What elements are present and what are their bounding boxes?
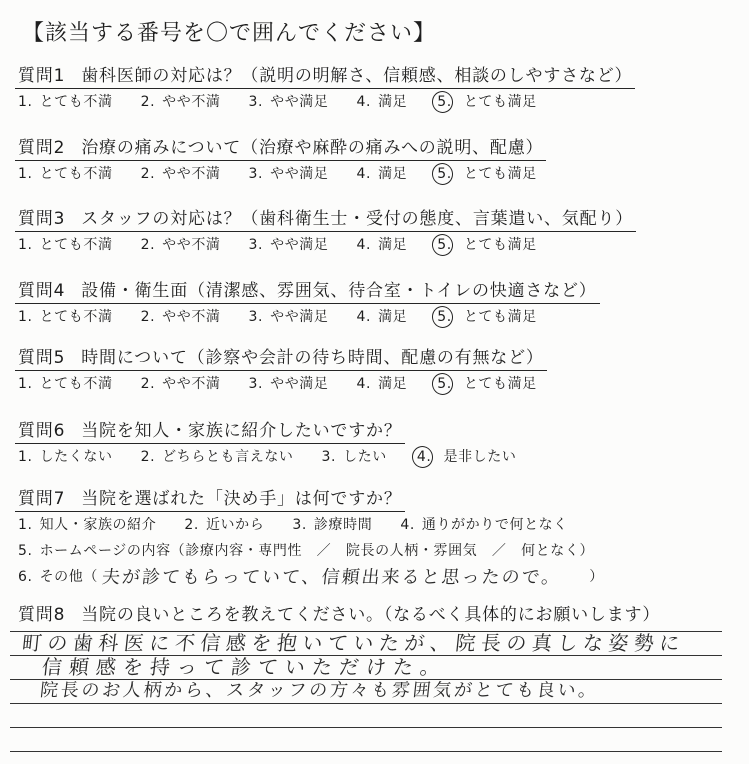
answer-option — [292, 516, 372, 535]
option-number: 4. — [400, 517, 415, 533]
question-label: 質問7 — [18, 489, 66, 509]
option-label: 通りがかりで何となく — [421, 517, 568, 533]
option-label: やや満足 — [270, 166, 329, 182]
question-3 — [15, 209, 636, 255]
answer-line-empty — [10, 728, 722, 752]
option-number: 1. — [18, 517, 33, 533]
handwritten-answer-line: 町の歯科医に不信感を抱いていたが、院長の真しな姿勢に — [20, 631, 687, 655]
answer-options — [15, 236, 636, 255]
option-number: 1. — [18, 94, 33, 110]
answer-options — [15, 93, 635, 112]
option-number: 1. — [18, 376, 33, 392]
answer-option — [18, 542, 594, 561]
handwritten-answer-line: 院長のお人柄から、スタッフの方々も雰囲気がとても良い。 — [38, 680, 601, 701]
answer-option — [18, 375, 113, 394]
answer-option — [357, 236, 408, 255]
option-label: 是非したい — [443, 449, 517, 465]
question-header — [15, 209, 636, 232]
question-label: 質問4 — [18, 281, 66, 301]
option-label: 診療時間 — [313, 517, 373, 533]
handwritten-answer-line: 信頼感を持って診ていただけた。 — [40, 655, 449, 679]
option-number: 4. — [416, 449, 432, 465]
answer-option — [435, 93, 537, 112]
question-header — [15, 348, 547, 371]
option-number: 3. — [248, 94, 264, 110]
option-number: 2. — [184, 517, 199, 533]
answer-option — [184, 516, 264, 535]
option-number: 3. — [248, 376, 264, 392]
option-number: 5. — [437, 309, 452, 325]
answer-option-other — [18, 568, 604, 587]
option-label: 知人・家族の紹介 — [39, 517, 157, 533]
answer-option — [141, 93, 221, 112]
question-1 — [15, 66, 635, 112]
question-label: 質問6 — [18, 421, 66, 441]
question-label: 質問5 — [18, 348, 66, 368]
option-number: 1. — [18, 449, 33, 465]
option-number: 5. — [437, 376, 452, 392]
answer-option — [357, 165, 408, 184]
question-label: 質問3 — [18, 209, 66, 229]
option-label: とても満足 — [463, 376, 537, 392]
option-close-paren: ） — [589, 569, 604, 585]
answer-option — [141, 165, 221, 184]
option-label: とても不満 — [39, 376, 113, 392]
question-header — [15, 138, 546, 161]
handwritten-other-answer: 夫が診てもらっていて、信頼出来ると思ったので。 — [100, 567, 563, 588]
answer-option — [249, 93, 329, 112]
answer-option — [435, 236, 537, 255]
option-number: 2. — [140, 376, 156, 392]
option-label: とても不満 — [39, 166, 113, 182]
answer-options — [15, 308, 600, 327]
question-text: 治療の痛みについて（治療や麻酔の痛みへの説明、配慮） — [81, 138, 544, 158]
question-8 — [10, 605, 722, 752]
answer-line — [10, 632, 722, 656]
answer-option — [18, 308, 113, 327]
option-label: やや満足 — [270, 376, 329, 392]
answer-option — [435, 375, 537, 394]
answer-options — [15, 448, 516, 467]
form-title: 【該当する番号を〇で囲んでください】 — [22, 21, 437, 46]
question-text: 歯科医師の対応は？（説明の明解さ、信頼感、相談のしやすさなど） — [81, 66, 633, 86]
question-header — [10, 605, 722, 632]
question-label: 質問2 — [18, 138, 66, 158]
question-header — [15, 66, 635, 89]
question-header — [15, 281, 600, 304]
option-label: やや満足 — [270, 94, 329, 110]
answer-option — [18, 93, 113, 112]
question-2 — [15, 138, 546, 184]
option-number: 1. — [18, 237, 33, 253]
answer-option — [249, 308, 329, 327]
option-number: 2. — [140, 94, 156, 110]
option-label: とても満足 — [463, 237, 537, 253]
answer-line — [10, 656, 722, 680]
answer-option — [415, 448, 517, 467]
question-header — [15, 489, 405, 512]
option-label: 近いから — [205, 517, 265, 533]
question-5 — [15, 348, 547, 394]
question-text: スタッフの対応は？（歯科衛生士・受付の態度、言葉遣い、気配り） — [81, 209, 634, 229]
question-4 — [15, 281, 600, 327]
question-text: 当院を知人・家族に紹介したいですか？ — [81, 421, 402, 441]
option-number: 4. — [356, 376, 372, 392]
option-number: 6. — [18, 569, 33, 585]
option-label: やや満足 — [270, 237, 329, 253]
question-text: 当院を選ばれた「決め手」は何ですか？ — [81, 489, 402, 509]
option-label: 満足 — [378, 237, 408, 253]
option-label: その他（ — [39, 569, 98, 585]
option-number: 2. — [140, 309, 156, 325]
question-7 — [15, 489, 604, 587]
answer-option — [141, 448, 294, 467]
option-label: やや不満 — [162, 376, 221, 392]
option-number: 5. — [18, 543, 33, 559]
option-label: やや不満 — [162, 94, 221, 110]
question-text: 当院の良いところを教えてください。（なるべく具体的にお願いします） — [81, 605, 661, 625]
option-number: 5. — [437, 237, 452, 253]
answer-options-row-1 — [15, 516, 604, 535]
answer-option — [357, 308, 408, 327]
option-number: 5. — [437, 94, 452, 110]
answer-options — [15, 165, 546, 184]
option-label: とても満足 — [463, 94, 537, 110]
option-number: 3. — [248, 166, 264, 182]
option-number: 5. — [437, 166, 452, 182]
option-label: やや満足 — [270, 309, 329, 325]
option-number: 2. — [140, 166, 156, 182]
option-label: とても満足 — [463, 309, 537, 325]
option-number: 3. — [248, 309, 264, 325]
option-number: 3. — [321, 449, 337, 465]
answer-option — [141, 236, 221, 255]
answer-option — [435, 308, 537, 327]
option-label: 満足 — [378, 166, 408, 182]
option-label: したい — [343, 449, 387, 465]
option-number: 4. — [356, 237, 372, 253]
question-text: 設備・衛生面（清潔感、雰囲気、待合室・トイレの快適さなど） — [81, 281, 597, 301]
option-number: 3. — [292, 517, 307, 533]
option-number: 4. — [356, 309, 372, 325]
question-6 — [15, 421, 516, 467]
option-label: とても不満 — [39, 309, 113, 325]
answer-option — [141, 375, 221, 394]
answer-option — [249, 165, 329, 184]
option-label: 満足 — [378, 309, 408, 325]
question-header — [15, 421, 405, 444]
answer-option — [249, 375, 329, 394]
answer-option — [18, 516, 156, 535]
answer-option — [322, 448, 387, 467]
option-label: ホームページの内容（診療内容・専門性 ／ 院長の人柄・雰囲気 ／ 何となく） — [39, 543, 595, 559]
option-label: とても不満 — [39, 94, 113, 110]
answer-option — [18, 165, 113, 184]
option-number: 2. — [140, 237, 156, 253]
option-number: 4. — [356, 94, 372, 110]
answer-option — [400, 516, 568, 535]
answer-options-row-3 — [15, 568, 604, 587]
answer-option — [249, 236, 329, 255]
option-label: とても満足 — [463, 166, 537, 182]
question-label: 質問8 — [18, 605, 66, 625]
answer-line — [10, 680, 722, 704]
answer-line-empty — [10, 704, 722, 728]
question-text: 時間について（診察や会計の待ち時間、配慮の有無など） — [81, 348, 544, 368]
option-number: 3. — [248, 237, 264, 253]
answer-options — [15, 375, 547, 394]
option-label: 満足 — [378, 376, 408, 392]
option-number: 4. — [356, 166, 372, 182]
answer-option — [18, 448, 113, 467]
option-number: 2. — [140, 449, 156, 465]
question-label: 質問1 — [18, 66, 66, 86]
answer-option — [141, 308, 221, 327]
answer-options-row-2 — [15, 542, 604, 561]
answer-option — [435, 165, 537, 184]
option-label: 満足 — [378, 94, 408, 110]
option-number: 1. — [18, 309, 33, 325]
option-label: やや不満 — [162, 237, 221, 253]
answer-option — [357, 93, 408, 112]
option-label: とても不満 — [39, 237, 113, 253]
option-label: どちらとも言えない — [162, 449, 294, 465]
answer-option — [18, 236, 113, 255]
option-number: 1. — [18, 166, 33, 182]
option-label: したくない — [39, 449, 113, 465]
option-label: やや不満 — [162, 309, 221, 325]
answer-option — [357, 375, 408, 394]
option-label: やや不満 — [162, 166, 221, 182]
